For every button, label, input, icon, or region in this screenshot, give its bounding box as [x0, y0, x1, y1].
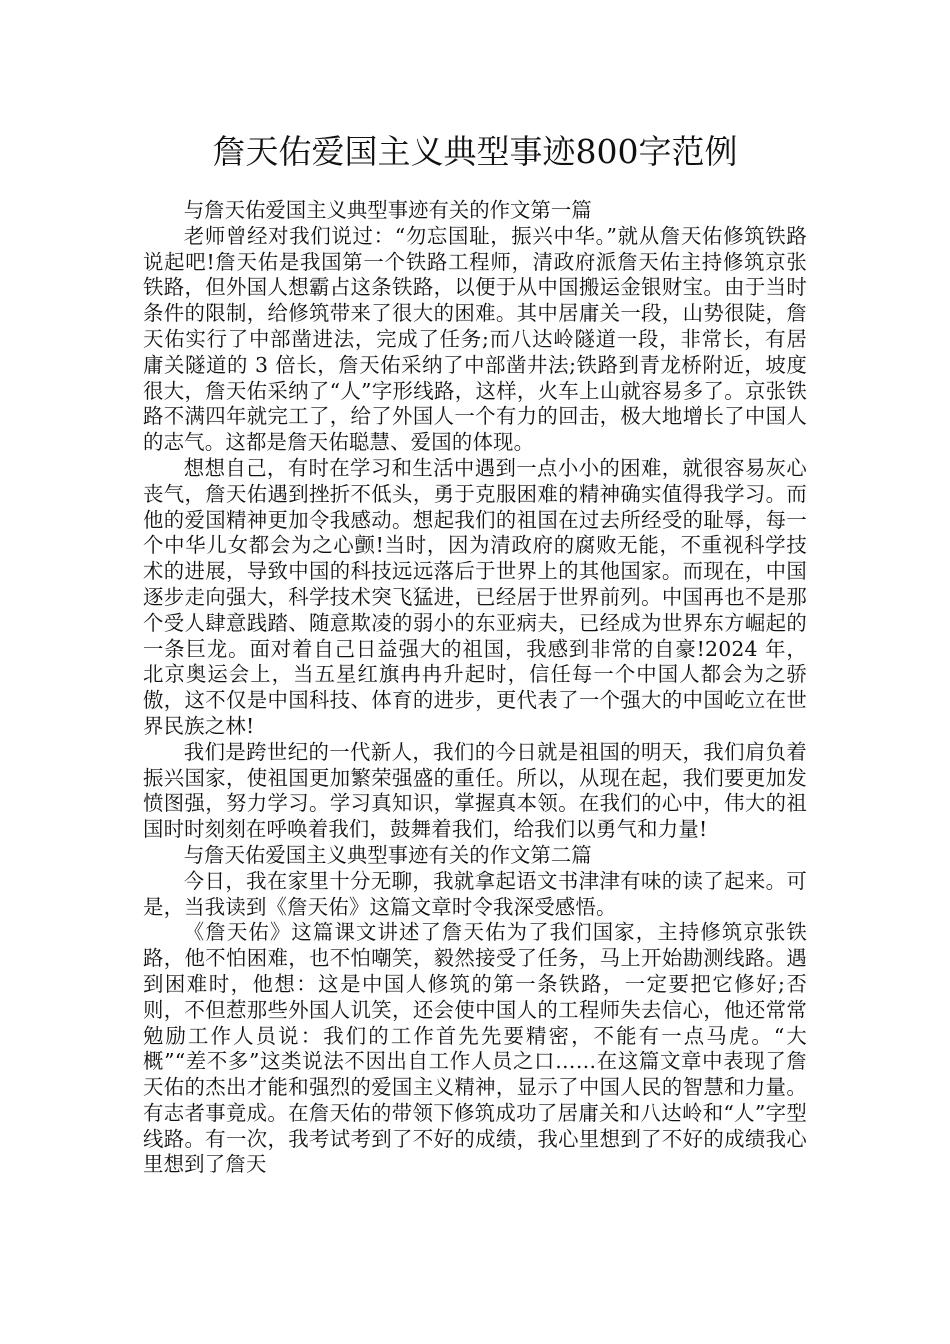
paragraph: 我们是跨世纪的一代新人，我们的今日就是祖国的明天，我们肩负着振兴国家，使祖国更加繁荣强盛的重任。所以，从现在起，我们要更加发愤图强，努力学习。学习真知识，掌握真本领。在我们的心中，伟大的祖国时时刻刻在呼唤着我们，鼓舞着我们，给我们以勇气和力量!: [143, 739, 807, 842]
paragraph: 《詹天佑》这篇课文讲述了詹天佑为了我们国家，主持修筑京张铁路，他不怕困难，也不怕嘲笑，毅然接受了任务，马上开始勘测线路。遇到困难时，他想：这是中国人修筑的第一条铁路，一定要把它修好;否则，不但惹那些外国人讥笑，还会使中国人的工程师失去信心，他还常常勉励工作人员说：我们的工作首先先要精密，不能有一点马虎。“大概”“差不多”这类说法不因出自工作人员之口……在这篇文章中表现了詹天佑的杰出才能和强烈的爱国主义精神，显示了中国人民的智慧和力量。有志者事竟成。在詹天佑的带领下修筑成功了居庸关和八达岭和“人”字型线路。有一次，我考试考到了不好的成绩，我心里想到了不好的成绩我心里想到了詹天: [143, 920, 807, 1177]
paragraph: 今日，我在家里十分无聊，我就拿起语文书津津有味的读了起来。可是，当我读到《詹天佑》这篇文章时令我深受感悟。: [143, 868, 807, 919]
document-title: 詹天佑爱国主义典型事迹800字范例: [212, 132, 738, 171]
paragraph: 老师曾经对我们说过：“勿忘国耻，振兴中华。”就从詹天佑修筑铁路说起吧!詹天佑是我国第一个铁路工程师，清政府派詹天佑主持修筑京张铁路，但外国人想霸占这条铁路，以便于从中国搬运金银财宝。由于当时条件的限制，给修筑带来了很大的困难。其中居庸关一段，山势很陡，詹天佑实行了中部凿进法，完成了任务;而八达岭隧道一段，非常长，有居庸关隧道的 3 倍长，詹天佑采纳了中部凿井法;铁路到青龙桥附近，坡度很大，詹天佑采纳了“人”字形线路，这样，火车上山就容易多了。京张铁路不满四年就完工了，给了外国人一个有力的回击，极大地增长了中国人的志气。这都是詹天佑聪慧、爱国的体现。: [143, 223, 807, 455]
document-page: [143, 126, 807, 1178]
essay-heading-1: 与詹天佑爱国主义典型事迹有关的作文第一篇: [183, 198, 592, 222]
paragraph: 想想自己，有时在学习和生活中遇到一点小小的困难，就很容易灰心丧气，詹天佑遇到挫折不低头，勇于克服困难的精神确实值得我学习。而他的爱国精神更加令我感动。想起我们的祖国在过去所经受的耻辱，每一个中华儿女都会为之心颤!当时，因为清政府的腐败无能，不重视科学技术的进展，导致中国的科技远远落后于世界上的其他国家。而现在，中国逐步走向强大，科学技术突飞猛进，已经居于世界前列。中国再也不是那个受人肆意践踏、随意欺凌的弱小的东亚病夫，已经成为世界东方崛起的一条巨龙。面对着自己日益强大的祖国，我感到非常的自豪!2024 年，北京奥运会上，当五星红旗冉冉升起时，信任每一个中国人都会为之骄傲，这不仅是中国科技、体育的进步，更代表了一个强大的中国屹立在世界民族之林!: [143, 455, 807, 738]
essay-heading-2: 与詹天佑爱国主义典型事迹有关的作文第二篇: [183, 842, 592, 867]
document-body: [143, 198, 807, 1178]
